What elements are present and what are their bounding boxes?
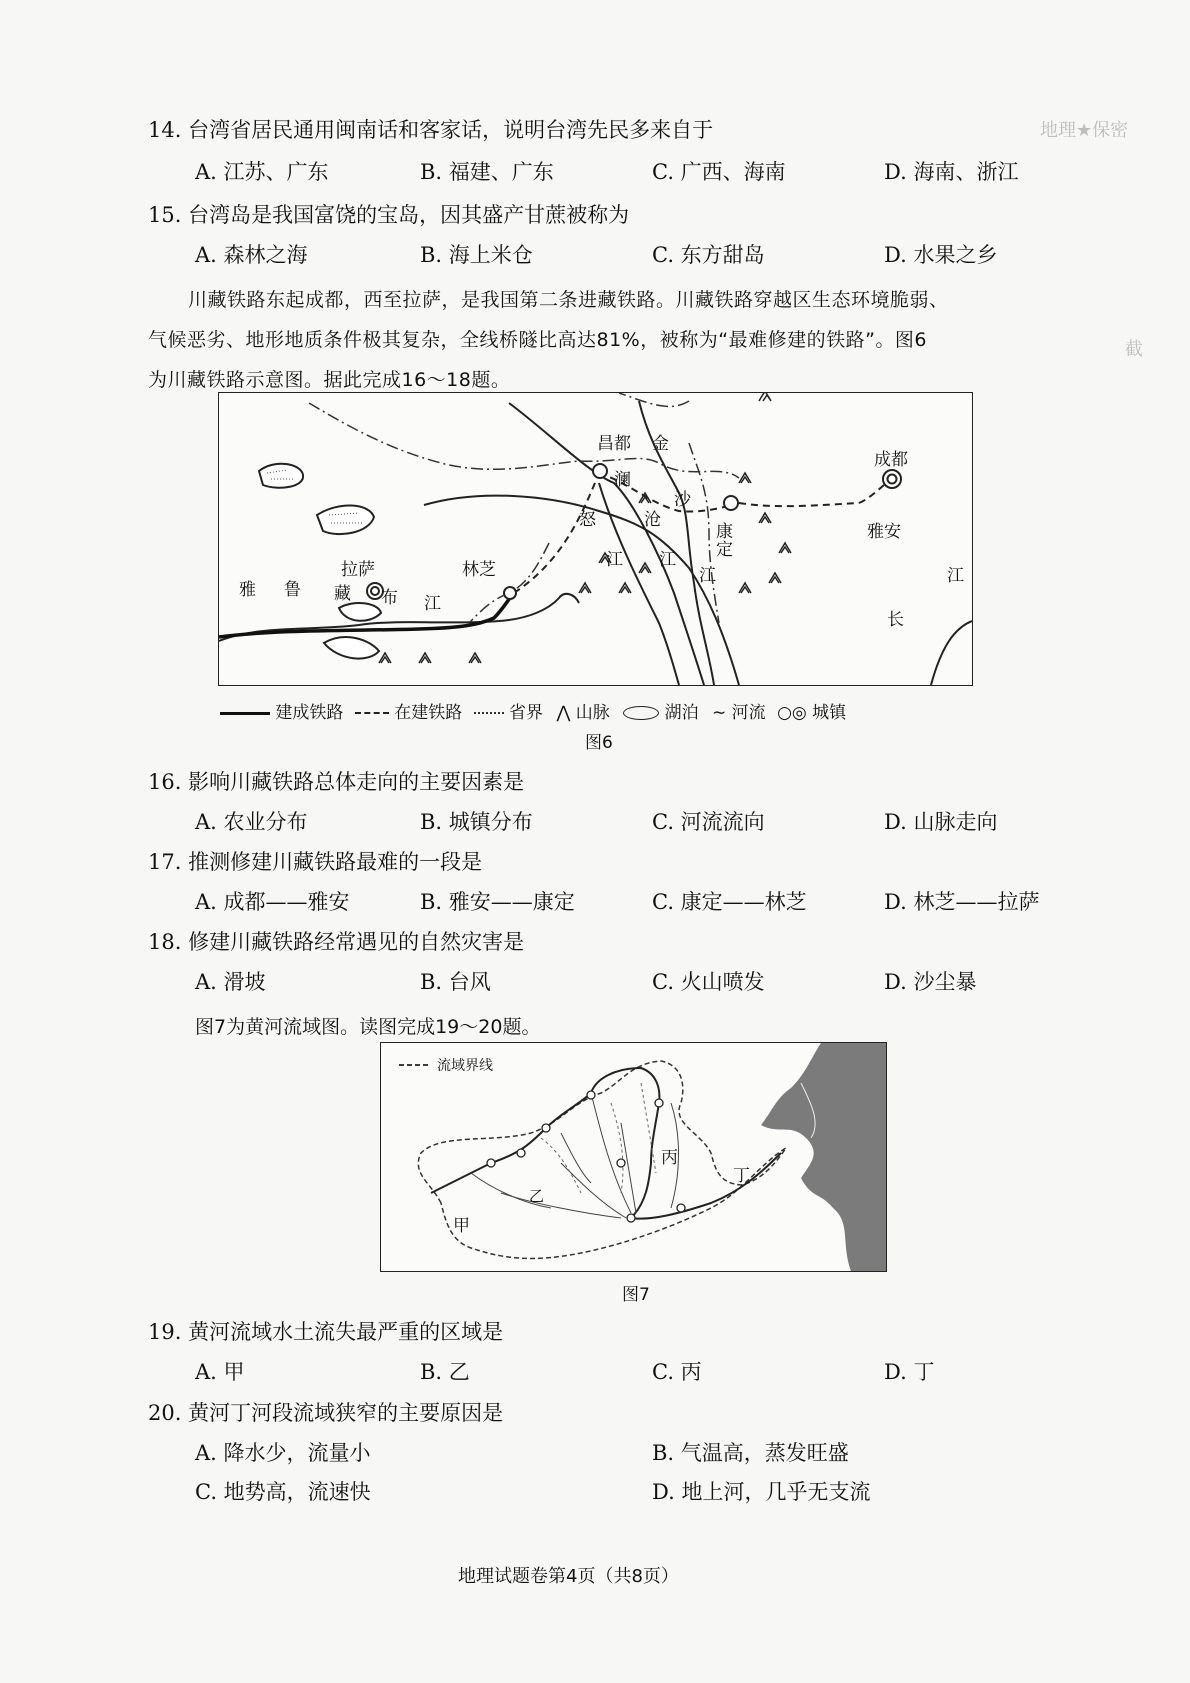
q19-option-b: B. 乙	[420, 1360, 470, 1384]
label-jiang-jinsha: 江	[699, 566, 716, 586]
bleed-through-text: 截	[1125, 339, 1143, 360]
legend-built-icon	[220, 712, 270, 715]
legend-building-icon	[355, 712, 389, 714]
label-jiang-nu: 江	[606, 550, 623, 570]
q18-option-a: A. 滑坡	[195, 970, 266, 994]
q16-option-d: D. 山脉走向	[884, 810, 998, 834]
page-footer: 地理试题卷第4页（共8页）	[458, 1566, 679, 1587]
q15-option-c: C. 东方甜岛	[652, 243, 765, 267]
label-linzhi: 林芝	[462, 560, 496, 580]
question-16: 16. 影响川藏铁路总体走向的主要因素是	[148, 770, 525, 794]
q19-option-d: D. 丁	[884, 1360, 935, 1384]
question-14: 14. 台湾省居民通用闽南话和客家话，说明台湾先民多来自于	[148, 118, 714, 142]
label-changdu: 昌都	[597, 434, 631, 454]
label-ding: 丁	[733, 1166, 750, 1186]
q14-option-d: D. 海南、浙江	[884, 160, 1019, 184]
passage-yellow-river: 图7为黄河流域图。读图完成19～20题。	[195, 1016, 541, 1038]
q17-option-a: A. 成都——雅安	[195, 890, 350, 914]
legend-town-icon: ○◎	[777, 703, 807, 723]
figure-6-caption: 图6	[585, 733, 613, 753]
label-sha: 沙	[674, 490, 691, 510]
figure-7-caption: 图7	[622, 1285, 650, 1305]
q14-option-c: C. 广西、海南	[652, 160, 786, 184]
figure-6-legend: 建成铁路 在建铁路 省界 ⋀ 山脉 湖泊 ∼ 河流 ○◎ 城镇	[220, 698, 846, 723]
label-kang: 康	[716, 522, 733, 542]
label-lan: 澜	[614, 470, 631, 490]
q20-option-a: A. 降水少，流量小	[195, 1441, 371, 1465]
q17-option-b: B. 雅安——康定	[420, 890, 575, 914]
q17-option-c: C. 康定——林芝	[652, 890, 807, 914]
label-jin: 金	[652, 434, 669, 454]
q14-option-a: A. 江苏、广东	[195, 160, 329, 184]
legend-mountain-icon: ⋀	[556, 703, 571, 723]
yellow-river-map-drawing	[381, 1043, 886, 1271]
q19-option-a: A. 甲	[195, 1360, 245, 1384]
q17-option-d: D. 林芝——拉萨	[884, 890, 1040, 914]
q18-option-d: D. 沙尘暴	[884, 970, 977, 994]
q15-option-d: D. 水果之乡	[884, 243, 998, 267]
label-yi: 乙	[529, 1187, 545, 1205]
q19-option-c: C. 丙	[652, 1360, 702, 1384]
label-jia: 甲	[453, 1216, 470, 1236]
q16-option-c: C. 河流流向	[652, 810, 765, 834]
q20-option-d: D. 地上河，几乎无支流	[652, 1480, 871, 1504]
q15-option-a: A. 森林之海	[195, 243, 308, 267]
label-cang: 沧	[644, 510, 661, 530]
bleed-through-header: 地理★保密	[1040, 120, 1129, 141]
q18-option-b: B. 台风	[420, 970, 491, 994]
q20-option-b: B. 气温高，蒸发旺盛	[652, 1441, 849, 1465]
label-jiang-lancang: 江	[659, 550, 676, 570]
q16-option-a: A. 农业分布	[195, 810, 308, 834]
label-jiang-yangtze: 江	[947, 566, 964, 586]
question-19: 19. 黄河流域水土流失最严重的区域是	[148, 1320, 504, 1344]
label-lasa: 拉萨	[341, 560, 375, 580]
q16-option-b: B. 城镇分布	[420, 810, 533, 834]
label-jiang-yarlung: 江	[424, 594, 441, 614]
question-20: 20. 黄河丁河段流域狭窄的主要原因是	[148, 1401, 504, 1425]
legend-border-icon	[474, 712, 504, 714]
question-17: 17. 推测修建川藏铁路最难的一段是	[148, 850, 483, 874]
q14-option-b: B. 福建、广东	[420, 160, 554, 184]
passage-sichuan-tibet-railway: 川藏铁路东起成都，西至拉萨，是我国第二条进藏铁路。川藏铁路穿越区生态环境脆弱、 气候恶劣、地形地质条件极其复杂，全线桥隧比高达81%，被称为“最难修建的铁路”。图6 为川藏铁路示意图。据此完成16～18题。	[148, 289, 949, 391]
q18-option-c: C. 火山喷发	[652, 970, 765, 994]
legend-lake-icon	[623, 706, 659, 720]
q20-option-c: C. 地势高，流速快	[195, 1480, 371, 1504]
question-18: 18. 修建川藏铁路经常遇见的自然灾害是	[148, 930, 525, 954]
label-chang: 长	[887, 610, 904, 630]
label-ding: 定	[716, 540, 733, 560]
label-yaan: 雅安	[867, 522, 901, 542]
question-15: 15. 台湾岛是我国富饶的宝岛，因其盛产甘蔗被称为	[148, 203, 630, 227]
legend-river-icon: ∼	[712, 703, 727, 723]
label-bing: 丙	[661, 1148, 678, 1168]
railway-map-drawing	[219, 393, 972, 685]
label-ya: 雅	[239, 580, 256, 600]
label-chengdu: 成都	[874, 450, 908, 470]
figure-6-map	[218, 392, 973, 686]
figure-7-legend: 流域界线	[437, 1058, 493, 1074]
label-lu: 鲁	[284, 580, 301, 600]
label-zang: 藏	[334, 584, 351, 604]
q15-option-b: B. 海上米仓	[420, 243, 533, 267]
label-nu: 怒	[579, 510, 596, 530]
figure-7-map	[380, 1042, 887, 1272]
label-bu: 布	[381, 588, 398, 608]
